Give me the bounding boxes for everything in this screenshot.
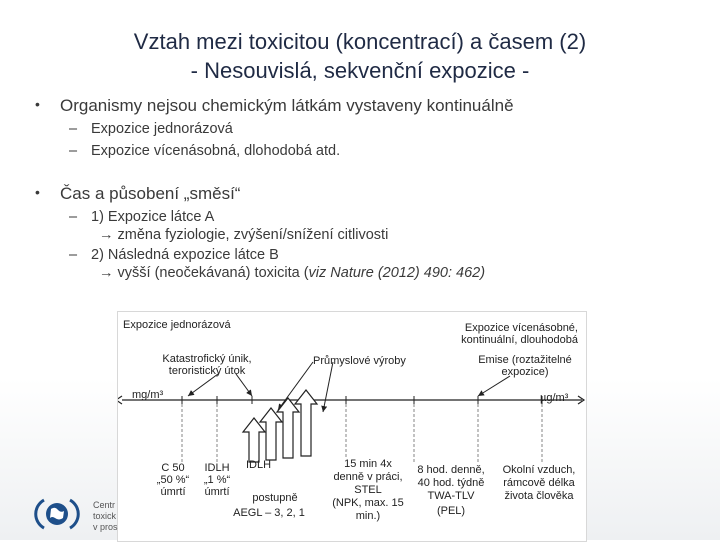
bullet-2-sub-2	[69, 247, 279, 263]
dash-icon: –	[69, 209, 78, 225]
logo-text-line1: Centr	[93, 500, 116, 510]
ambient-line2: rámcově délka	[503, 477, 575, 489]
bullet-2-sub-1	[69, 209, 215, 225]
logo-text-line2: toxick	[93, 511, 117, 521]
unit-left: mg/m³	[132, 389, 164, 401]
bullet-2-sub-2-text: 2) Následná expozice látce B	[91, 247, 279, 263]
right-arrow-icon: →	[99, 227, 114, 243]
stel-line2: denně v práci,	[333, 471, 403, 483]
bullet-1-sub-1-text: Expozice jednorázová	[91, 121, 233, 137]
idlh-line3: úmrtí	[204, 486, 230, 498]
dash-icon: –	[69, 121, 78, 137]
right-header-line1: Expozice vícenásobné,	[464, 322, 578, 334]
catastrophe-arrow-2-icon	[236, 374, 252, 396]
catastrophe-label-line1: Katastrofický únik,	[162, 353, 252, 365]
bullet-1	[35, 96, 514, 116]
idlh-line1: IDLH	[204, 462, 230, 474]
right-header-line2: kontinuální, dlouhodobá	[461, 334, 578, 346]
industrial-label: Průmyslové výroby	[313, 355, 406, 367]
axis-left-arrowhead-icon	[118, 396, 122, 404]
twa-line4: (PEL)	[436, 505, 466, 517]
bullet-2-sub-1-text: 1) Expozice látce A	[91, 209, 215, 225]
logo-text	[93, 500, 118, 533]
dash-icon: –	[69, 247, 78, 263]
bullet-2-text: Čas a působení „směsí“	[60, 184, 241, 203]
emission-label-line2: expozice)	[501, 366, 549, 378]
dlh-label: IDLH	[246, 459, 272, 471]
bullet-2-sub-2-arrow-text-b: viz Nature (2012) 490: 462)	[308, 265, 486, 281]
block-arrow-1-icon	[243, 418, 265, 462]
ambient-line1: Okolní vzduch,	[502, 464, 576, 476]
bullet-1-text: Organismy nejsou chemickým látkám vystaveny kontinuálně	[60, 96, 514, 115]
dash-icon: –	[69, 143, 78, 159]
bullet-1-sub-2	[69, 143, 341, 159]
catastrophe-label-line2: teroristický útok	[168, 365, 246, 377]
bullet-2	[35, 184, 241, 204]
twa-line1: 8 hod. denně,	[417, 464, 485, 476]
stel-line3: STEL	[354, 484, 382, 496]
left-header: Expozice jednorázová	[123, 319, 231, 331]
block-arrow-2-icon	[260, 408, 282, 460]
bullet-dot-icon: •	[35, 184, 40, 200]
emission-label-line1: Emise (roztažitelné	[478, 354, 572, 366]
unit-right: µg/m³	[540, 392, 569, 404]
logo-text-line3: v pros	[93, 522, 118, 532]
idlh-line2: „1 %“	[203, 474, 231, 486]
catastrophe-arrow-1-icon	[188, 374, 218, 396]
block-arrow-4-icon	[295, 390, 317, 456]
ambient-line3: života člověka	[504, 490, 574, 502]
bullet-2-sub-2-arrow-text-a: vyšší (neočekávaná) toxicita (	[117, 265, 309, 281]
exposure-diagram	[117, 311, 587, 542]
bullet-2-sub-1-arrow-text: změna fyziologie, zvýšení/snížení citlivosti	[117, 227, 389, 243]
emission-arrow-icon	[478, 376, 510, 396]
slide-title-line1: Vztah mezi toxicitou (koncentrací) a časem (2)	[133, 29, 587, 54]
dashed-guides	[182, 404, 542, 462]
gradual-line1: postupně	[252, 492, 298, 504]
block-arrow-3-icon	[277, 398, 299, 458]
c50-line3: úmrtí	[160, 486, 186, 498]
right-arrow-icon: →	[99, 265, 114, 281]
c50-line2: „50 %“	[156, 474, 190, 486]
bullet-1-sub-2-text: Expozice vícenásobná, dlohodobá atd.	[91, 143, 341, 159]
stel-line1: 15 min 4x	[344, 458, 392, 470]
industrial-arrow-2-icon	[323, 362, 333, 412]
bullet-1-sub-1	[69, 121, 233, 137]
twa-line2: 40 hod. týdně	[417, 477, 485, 489]
stel-line5: min.)	[355, 510, 381, 522]
stel-line4: (NPK, max. 15	[332, 497, 404, 509]
gradual-line2: AEGL – 3, 2, 1	[233, 507, 305, 519]
bullet-dot-icon: •	[35, 96, 40, 112]
block-arrows	[243, 390, 317, 462]
c50-line1: C 50	[161, 462, 185, 474]
slide-title-line2: - Nesouvislá, sekvenční expozice -	[190, 58, 530, 83]
bullet-2-sub-1-arrow-line	[99, 227, 388, 243]
bullet-2-sub-2-arrow-line	[99, 265, 485, 281]
twa-line3: TWA-TLV	[427, 490, 475, 502]
recetox-logo-icon	[34, 494, 80, 534]
